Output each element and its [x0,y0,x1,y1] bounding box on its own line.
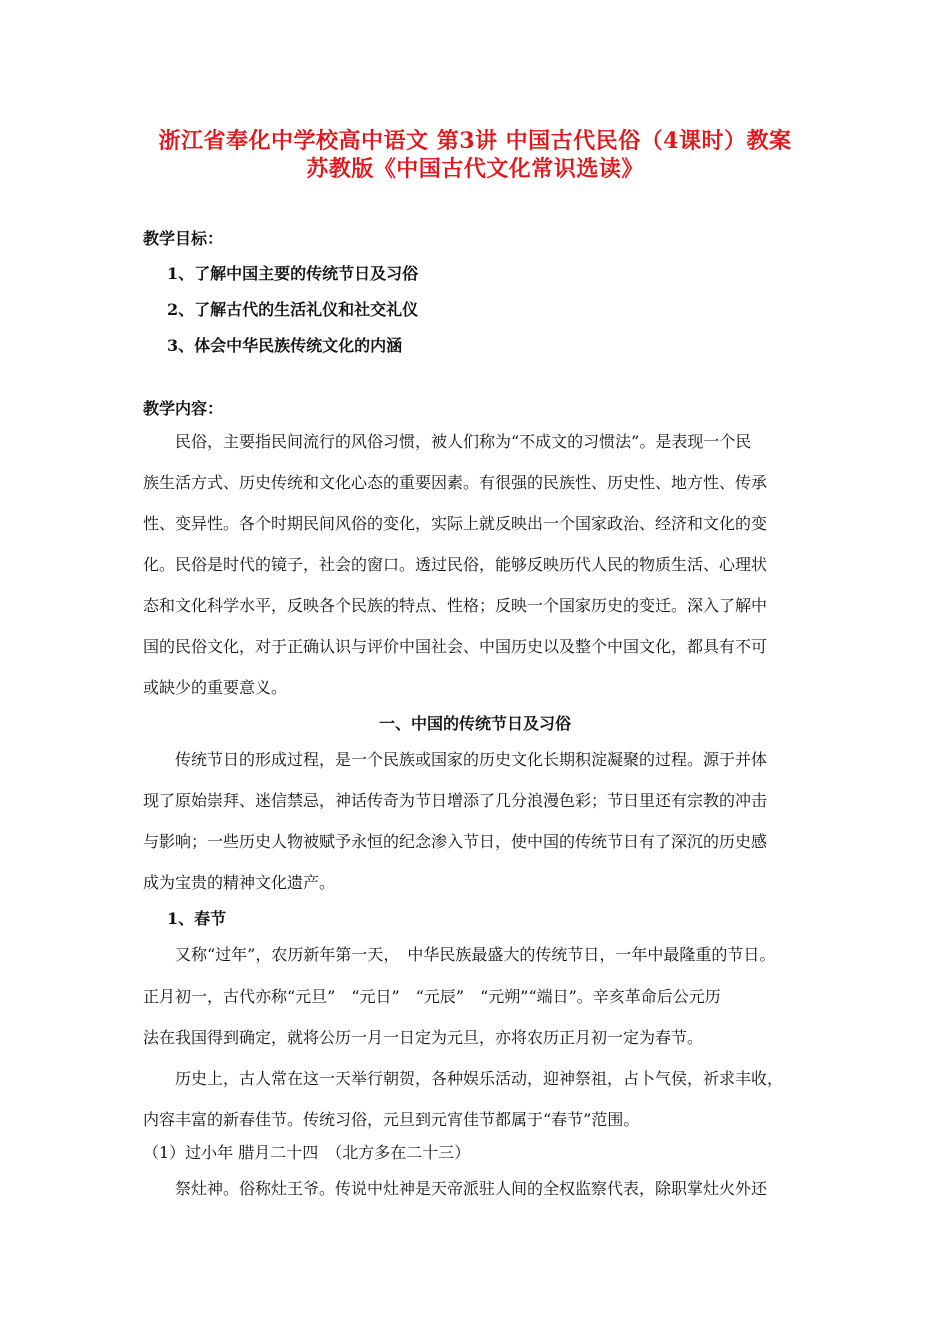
paragraph-line: 祭灶神。俗称灶王爷。传说中灶神是天帝派驻人间的全权监察代表，除职掌灶火外还 [143,1179,768,1198]
item-heading: （1）过小年 腊月二十四 （北方多在二十三） [143,1143,471,1162]
paragraph-line: 现了原始崇拜、迷信禁忌，神话传奇为节日增添了几分浪漫色彩；节日里还有宗教的冲击 [143,791,768,810]
content-heading: 教学内容： [143,399,224,418]
objectives-heading: 教学目标： [143,229,224,248]
paragraph-line: 内容丰富的新春佳节。传统习俗，元旦到元宵佳节都属于“春节”范围。 [143,1110,640,1129]
paragraph-line: 国的民俗文化，对于正确认识与评价中国社会、中国历史以及整个中国文化，都具有不可 [143,637,768,656]
paragraph-line: 态和文化科学水平，反映各个民族的特点、性格；反映一个国家历史的变迁。深入了解中 [143,596,768,615]
objective-item: 1、了解中国主要的传统节日及习俗 [167,264,419,283]
paragraph-line: 与影响；一些历史人物被赋予永恒的纪念渗入节日，使中国的传统节日有了深沉的历史感 [143,832,768,851]
subsection-heading: 1、春节 [167,909,227,928]
paragraph-line: 正月初一，古代亦称“元旦” “元日” “元辰” “元朔”“端日”。辛亥革命后公元历 [143,987,721,1006]
paragraph-line: 又称“过年”，农历新年第一天， 中华民族最盛大的传统节日，一年中最隆重的节日。 [143,945,776,964]
title-line-1: 浙江省奉化中学校高中语文 第3讲 中国古代民俗（4课时）教案 [158,128,792,154]
paragraph-line: 法在我国得到确定，就将公历一月一日定为元旦，亦将农历正月初一定为春节。 [143,1028,704,1047]
section-heading: 一、中国的传统节日及习俗 [378,714,571,733]
objective-item: 2、了解古代的生活礼仪和社交礼仪 [167,300,419,319]
paragraph-line: 历史上，古人常在这一天举行朝贺，各种娱乐活动，迎神祭祖，占卜气侯，祈求丰收， [143,1069,784,1088]
objective-item: 3、体会中华民族传统文化的内涵 [167,336,403,355]
paragraph-line: 性、变异性。各个时期民间风俗的变化，实际上就反映出一个国家政治、经济和文化的变 [143,514,768,533]
paragraph-line: 成为宝贵的精神文化遗产。 [143,873,336,892]
paragraph-line: 或缺少的重要意义。 [143,678,288,697]
paragraph-line: 民俗，主要指民间流行的风俗习惯，被人们称为“不成文的习惯法”。是表现一个民 [143,432,752,451]
title-line-2: 苏教版《中国古代文化常识选读》 [306,156,644,182]
paragraph-line: 族生活方式、历史传统和文化心态的重要因素。有很强的民族性、历史性、地方性、传承 [143,473,768,492]
paragraph-line: 化。民俗是时代的镜子，社会的窗口。透过民俗，能够反映历代人民的物质生活、心理状 [143,555,768,574]
paragraph-line: 传统节日的形成过程，是一个民族或国家的历史文化长期积淀凝聚的过程。源于并体 [143,750,768,769]
